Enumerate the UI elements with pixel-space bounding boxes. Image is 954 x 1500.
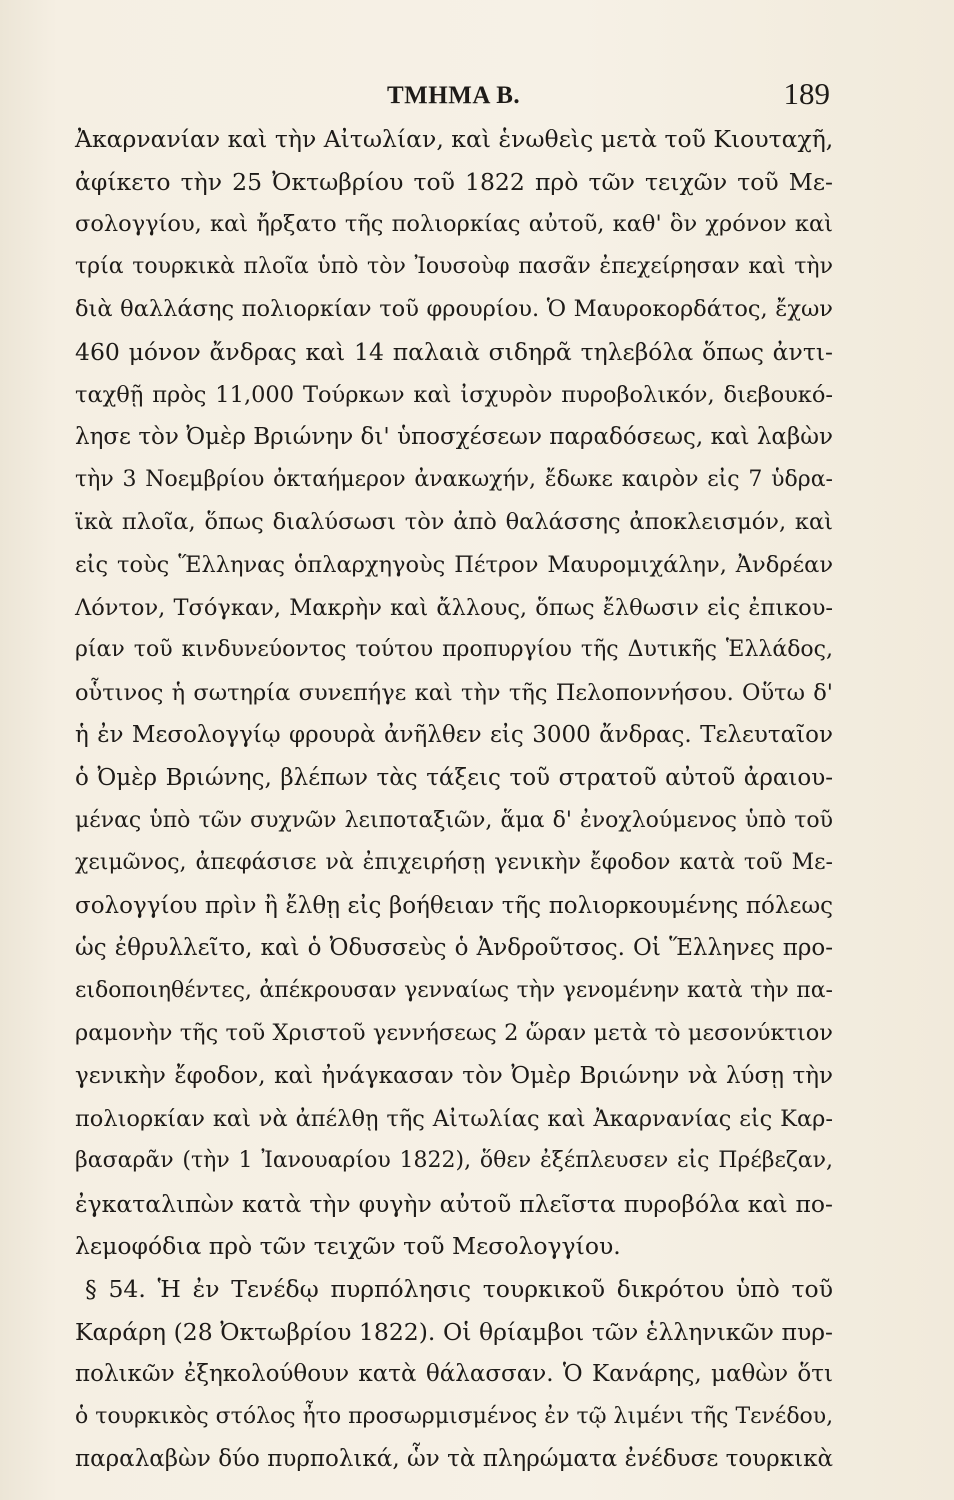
text-line: ρίαν τοῦ κινδυνεύοντος τούτου προπυργίου τῆς Δυτικῆς Ἑλλάδος,	[75, 637, 833, 663]
text-line: μένας ὑπὸ τῶν συχνῶν λειποταξιῶν, ἅμα δ' ἐνοχλούμενος ὑπὸ τοῦ	[75, 807, 833, 833]
text-line: παραλαβὼν δύο πυρπολικά, ὧν τὰ πληρώματα ἐνέδυσε τουρκικὰ	[75, 1446, 833, 1473]
text-line: Καράρη (28 Ὀκτωβρίου 1822). Οἱ θρίαμβοι τῶν ἑλληνικῶν πυρ-	[75, 1317, 833, 1346]
text-line: σολογγίου, καὶ ἤρξατο τῆς πολιορκίας αὐτοῦ, καθ' ὃν χρόνον καὶ	[75, 211, 833, 238]
text-line: διὰ θαλλάσης πολιορκίαν τοῦ φρουρίου. Ὁ Μαυροκορδάτος, ἔχων	[75, 296, 833, 323]
text-line: ἡ ἐν Μεσολογγίῳ φρουρὰ ἀνῆλθεν εἰς 3000 ἄνδρας. Τελευταῖον	[75, 722, 833, 749]
text-line: εἰς τοὺς Ἕλληνας ὁπλαρχηγοὺς Πέτρον Μαυρομιχάλην, Ἀνδρέαν	[75, 551, 833, 578]
text-line: βασαρᾶν (τὴν 1 Ἰανουαρίου 1822), ὅθεν ἐξέπλευσεν εἰς Πρέβεζαν,	[75, 1148, 833, 1174]
section-title-line: § 54. Ἡ ἐν Τενέδῳ πυρπόλησις τουρκικοῦ δικρότου ὑπὸ τοῦ	[85, 1275, 833, 1304]
text-line: ταχθῇ πρὸς 11,000 Τούρκων καὶ ἰσχυρὸν πυροβολικόν, διεβουκό-	[75, 381, 833, 408]
text-line: γενικὴν ἔφοδον, καὶ ἠνάγκασαν τὸν Ὀμὲρ Βριώνην νὰ λύσῃ τὴν	[75, 1063, 833, 1090]
section-heading: ΤΜΗΜΑ Β.	[387, 82, 521, 109]
text-line: χειμῶνος, ἀπεφάσισε νὰ ἐπιχειρήσῃ γενικὴν ἔφοδον κατὰ τοῦ Με-	[75, 850, 833, 876]
text-line: ὡς ἐθρυλλεῖτο, καὶ ὁ Ὀδυσσεὺς ὁ Ἀνδροῦτσος. Οἱ Ἕλληνες προ-	[75, 935, 833, 962]
text-line: ραμονὴν τῆς τοῦ Χριστοῦ γεννήσεως 2 ὥραν μετὰ τὸ μεσονύκτιον	[75, 1020, 833, 1047]
text-line: τρία τουρκικὰ πλοῖα ὑπὸ τὸν Ἰουσοὺφ πασᾶν ἐπεχείρησαν καὶ τὴν	[75, 253, 833, 279]
text-line: ὁ Ὀμὲρ Βριώνης, βλέπων τὰς τάξεις τοῦ στρατοῦ αὐτοῦ ἀραιου-	[75, 764, 833, 791]
text-line: ἐγκαταλιπὼν κατὰ τὴν φυγὴν αὐτοῦ πλεῖστα πυροβόλα καὶ πο-	[75, 1189, 833, 1218]
text-line: ειδοποιηθέντες, ἀπέκρουσαν γενναίως τὴν γενομένην κατὰ τὴν πα-	[75, 977, 833, 1003]
text-line: λησε τὸν Ὀμὲρ Βριώνην δι' ὑποσχέσεων παραδόσεως, καὶ λαβὼν	[75, 424, 833, 451]
text-line: πολιορκίαν καὶ νὰ ἀπέλθῃ τῆς Αἰτωλίας καὶ Ἀκαρνανίας εἰς Καρ-	[75, 1105, 833, 1132]
text-line: σολογγίου πρὶν ἢ ἔλθῃ εἰς βοήθειαν τῆς πολιορκουμένης πόλεως	[75, 892, 833, 919]
text-line: ὁ τουρκικὸς στόλος ἦτο προσωρμισμένος ἐν τῷ λιμένι τῆς Τενέδου,	[75, 1403, 834, 1429]
text-line: Λόντον, Τσόγκαν, Μακρὴν καὶ ἄλλους, ὅπως ἔλθωσιν εἰς ἐπικου-	[75, 594, 833, 621]
text-line: πολικῶν ἐξηκολούθουν κατὰ θάλασσαν. Ὁ Κανάρης, μαθὼν ὅτι	[75, 1361, 833, 1388]
text-line: Ἀκαρνανίαν καὶ τὴν Αἰτωλίαν, καὶ ἑνωθεὶς μετὰ τοῦ Κιουταχῆ,	[75, 125, 834, 153]
text-line: τὴν 3 Νοεμβρίου ὀκταήμερον ἀνακωχήν, ἔδωκε καιρὸν εἰς 7 ὑδρα-	[75, 466, 833, 492]
body-text	[75, 118, 833, 1481]
paragraph-end-line: λεμοφόδια πρὸ τῶν τειχῶν τοῦ Μεσολογγίου.	[75, 1232, 621, 1261]
text-line: οὗτινος ἡ σωτηρία συνεπήγε καὶ τὴν τῆς Πελοποννήσου. Οὕτω δ'	[75, 679, 833, 706]
text-line: 460 μόνον ἄνδρας καὶ 14 παλαιὰ σιδηρᾶ τηλεβόλα ὅπως ἀντι-	[75, 337, 833, 366]
text-line: ϊκὰ πλοῖα, ὅπως διαλύσωσι τὸν ἀπὸ θαλάσσης ἀποκλεισμόν, καὶ	[75, 509, 833, 536]
page-number: 189	[783, 76, 830, 111]
running-head	[75, 76, 830, 116]
text-line: ἀφίκετο τὴν 25 Ὀκτωβρίου τοῦ 1822 πρὸ τῶν τειχῶν τοῦ Με-	[75, 167, 833, 196]
